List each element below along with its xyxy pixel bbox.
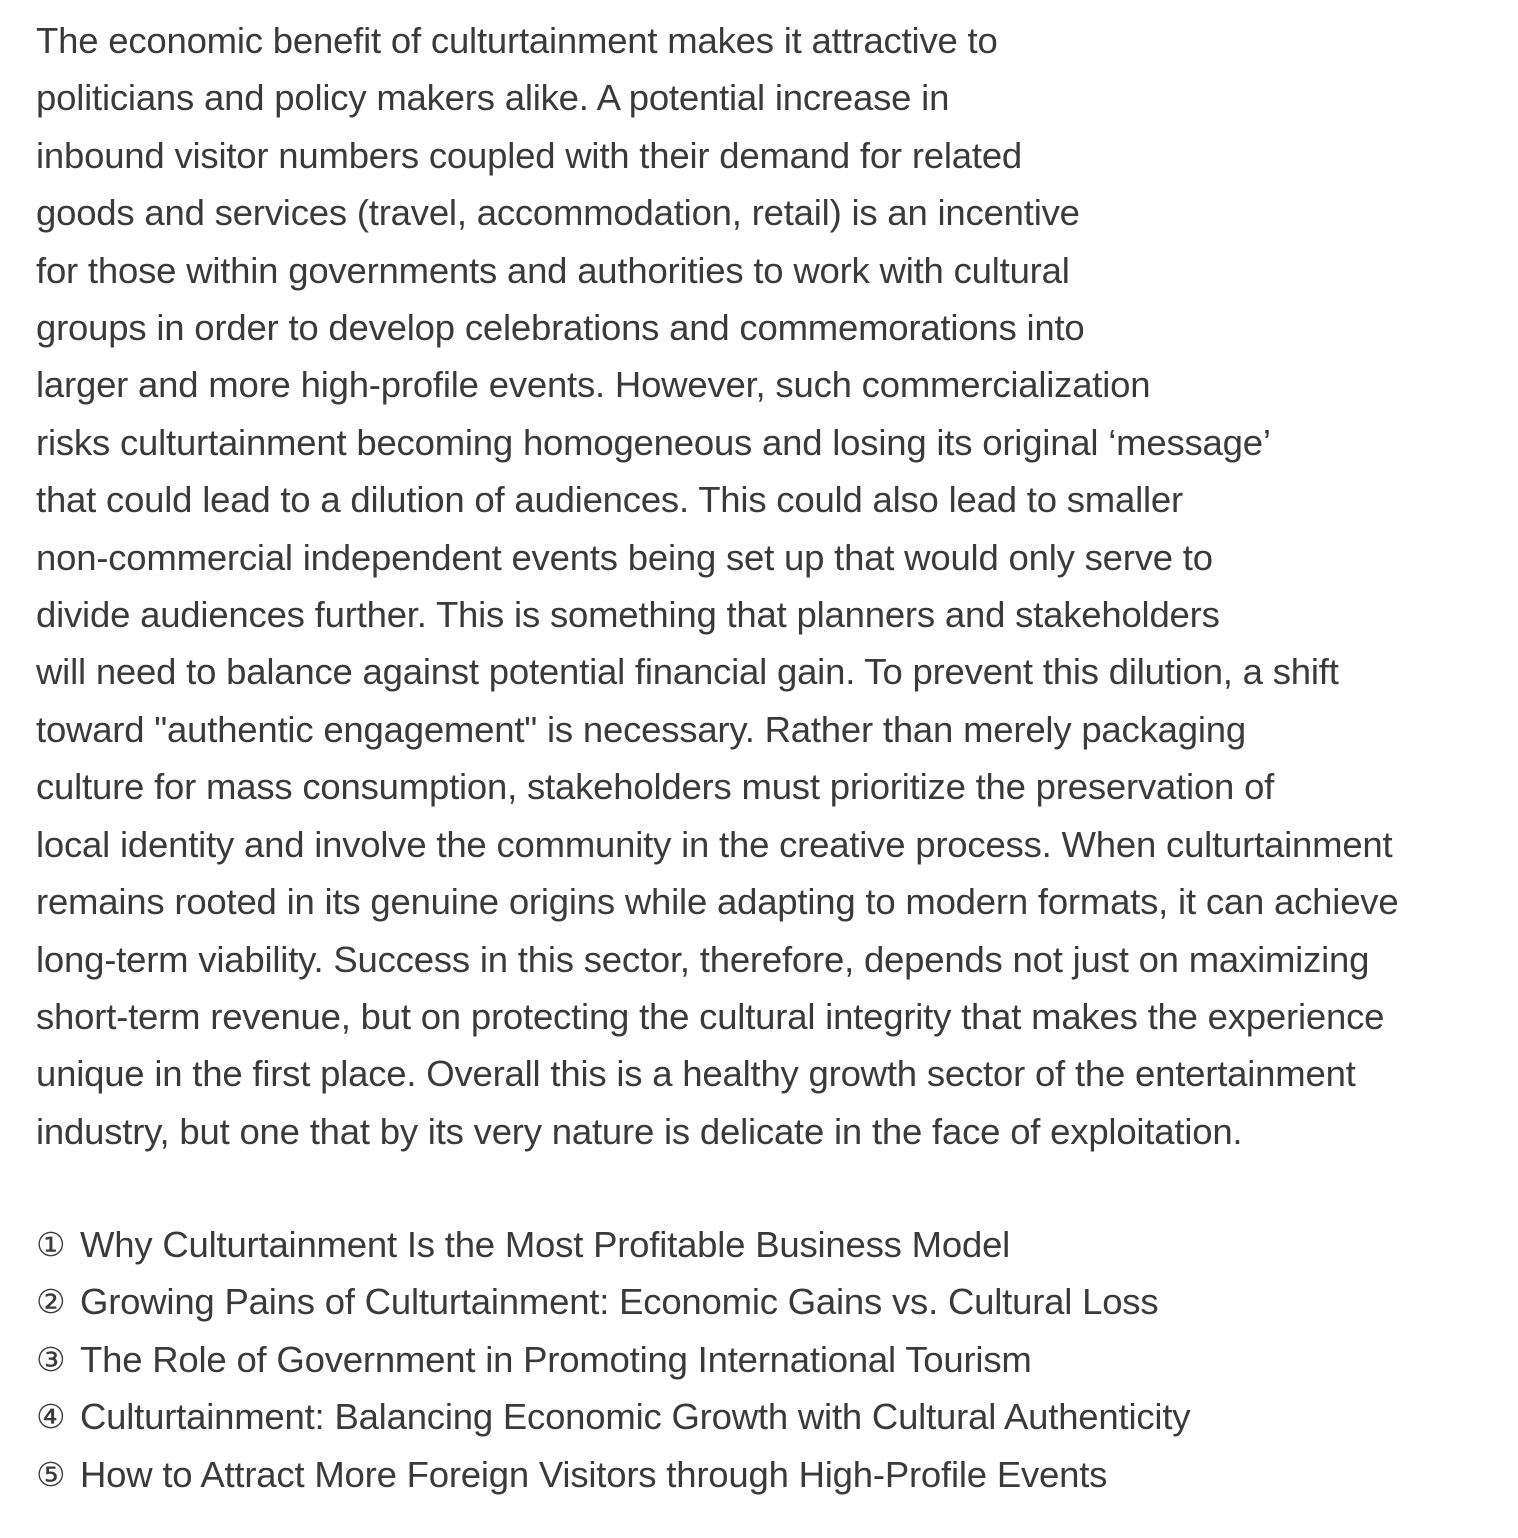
option-text: Culturtainment: Balancing Economic Growth with Cultural Authenticity	[80, 1396, 1191, 1438]
passage-line: industry, but one that by its very nature is delicate in the face of exploitation.	[36, 1110, 1243, 1152]
passage	[36, 12, 1506, 1160]
option-text: Why Culturtainment Is the Most Profitable Business Model	[80, 1224, 1011, 1265]
answer-option-1[interactable]	[36, 1216, 1506, 1273]
passage-line: risks culturtainment becoming homogeneous and losing its original ‘message’	[36, 421, 1271, 463]
passage-line: divide audiences further. This is something that planners and stakeholders	[36, 594, 1220, 636]
passage-line: goods and services (travel, accommodation, retail) is an incentive	[36, 192, 1080, 234]
passage-line: for those within governments and authorities to work with cultural	[36, 249, 1070, 291]
option-marker: ③	[36, 1339, 66, 1379]
answer-option-4[interactable]	[36, 1388, 1506, 1445]
option-marker: ①	[36, 1225, 66, 1264]
passage-line: unique in the first place. Overall this is a healthy growth sector of the entertainment	[36, 1053, 1356, 1095]
passage-body	[36, 12, 1506, 1160]
option-marker: ②	[36, 1282, 66, 1322]
answer-option-2[interactable]	[36, 1273, 1506, 1330]
answer-option-5[interactable]	[36, 1446, 1506, 1503]
option-text: The Role of Government in Promoting International Tourism	[80, 1338, 1032, 1380]
option-marker: ④	[36, 1397, 66, 1437]
passage-line: non-commercial independent events being set up that would only serve to	[36, 536, 1213, 578]
passage-line: inbound visitor numbers coupled with their demand for related	[36, 134, 1023, 176]
passage-line: politicians and policy makers alike. A potential increase in	[36, 77, 950, 119]
option-text: How to Attract More Foreign Visitors through High-Profile Events	[80, 1453, 1108, 1495]
passage-line: that could lead to a dilution of audiences. This could also lead to smaller	[36, 479, 1183, 521]
passage-line: long-term viability. Success in this sector, therefore, depends not just on maximizing	[36, 938, 1370, 980]
answer-options	[36, 1216, 1506, 1503]
passage-line: larger and more high-profile events. However, such commercialization	[36, 364, 1151, 406]
option-text: Growing Pains of Culturtainment: Economic Gains vs. Cultural Loss	[80, 1281, 1159, 1323]
answer-option-3[interactable]	[36, 1331, 1506, 1388]
passage-line: short-term revenue, but on protecting the cultural integrity that makes the experience	[36, 995, 1385, 1037]
passage-line: toward "authentic engagement" is necessary. Rather than merely packaging	[36, 708, 1246, 750]
passage-line: The economic benefit of culturtainment makes it attractive to	[36, 20, 998, 61]
passage-line: culture for mass consumption, stakeholders must prioritize the preservation of	[36, 766, 1275, 808]
option-marker: ⑤	[36, 1454, 66, 1494]
passage-line: will need to balance against potential financial gain. To prevent this dilution, a shift	[36, 651, 1339, 693]
passage-line: groups in order to develop celebrations and commemorations into	[36, 307, 1085, 349]
passage-line: local identity and involve the community in the creative process. When culturtainment	[36, 823, 1393, 865]
passage-line: remains rooted in its genuine origins while adapting to modern formats, it can achieve	[36, 881, 1399, 923]
